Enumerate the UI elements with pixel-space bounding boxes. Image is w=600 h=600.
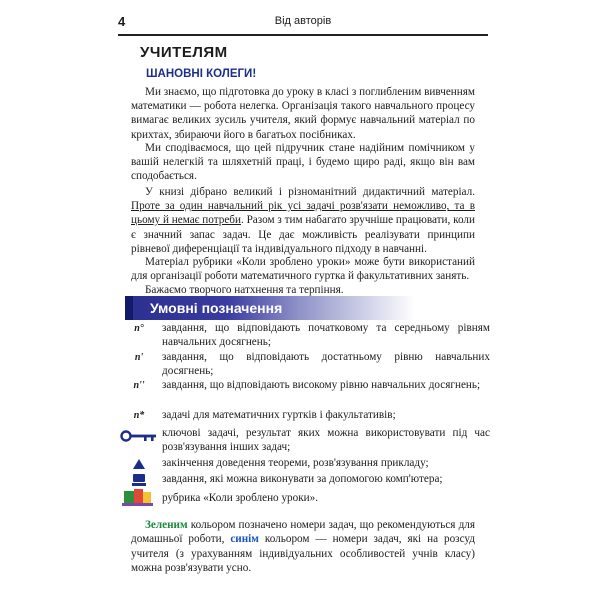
green-word: Зеленим: [145, 519, 188, 531]
note-part-1: кольором позначено номери задач, що рекомендуються для домашньої роботи,: [131, 519, 475, 546]
page-header: [118, 14, 488, 36]
paragraph-3-underlined: Проте за один навчальний рік усі задачі розв'язати неможливо, та в цьому й немає потреби: [131, 200, 475, 227]
note-part-2: кольором — номери задач, які на розсуд учителя (з урахуванням індивідуальних особливостей учнів класу) можна розв'язувати усно.: [131, 533, 475, 575]
legend-text: завдання, що відповідають високому рівню навчальних досягнень;: [162, 379, 481, 391]
paragraph-3: [131, 185, 475, 256]
legend-text: закінчення доведення теореми, розв'язування прикладу;: [162, 457, 429, 469]
paragraph-2: Ми сподіваємося, що цей підручник стане надійним помічником у вашій нелегкій та шляхетній праці, і будемо щиро раді, якщо він вам сподобається.: [131, 142, 475, 183]
computer-icon: [132, 474, 146, 486]
legend-text: задачі для математичних гуртків і факультативів;: [162, 409, 396, 421]
paragraph-3-end: . Разом з тим набагато зручніше працювати, коли є значний запас задач. Це дає можливість реалізувати принципи рівневої диференціації та індивідуального підходу в навчанні.: [131, 214, 475, 255]
legend-title: Умовні позначення: [150, 300, 283, 316]
blue-word: синім: [230, 533, 259, 546]
legend-text: завдання, які можна виконувати за допомогою комп'ютера;: [162, 473, 443, 485]
section-title: УЧИТЕЛЯМ: [140, 44, 228, 61]
banner-accent: [125, 296, 133, 320]
legend-text: рубрика «Коли зроблено уроки».: [162, 492, 319, 504]
legend-text: завдання, що відповідають початковому та середньому рівням навчальних досягнень;: [162, 322, 490, 348]
key-icon: [120, 430, 158, 442]
paragraph-3-start: У книзі дібрано великий і різноманітний дидактичний матеріал.: [145, 186, 475, 198]
page-number: 4: [118, 14, 126, 29]
olympiad-symbol: n*: [133, 410, 145, 421]
level-high-symbol: n'': [133, 380, 145, 391]
running-title: Від авторів: [274, 15, 332, 27]
legend-text: завдання, що відповідають достатньому рівню навчальних досягнень;: [162, 351, 490, 377]
books-icon: [122, 489, 154, 507]
paragraph-1: Ми знаємо, що підготовка до уроку в класі з поглибленим вивченням математики — робота нелегка. Організація такого навчального процесу вимагає великих зусиль учителя, який формує навчальний матеріал по крихтах, збираючи його в багатьох посібниках.: [131, 86, 475, 141]
level-sufficient-symbol: n': [134, 352, 144, 363]
greeting: ШАНОВНІ КОЛЕГИ!: [146, 68, 257, 80]
color-note: [131, 518, 475, 576]
paragraph-5: Бажаємо творчого натхнення та терпіння.: [145, 284, 344, 296]
level-basic-symbol: n°: [134, 323, 144, 334]
paragraph-4: Матеріал рубрики «Коли зроблено уроки» може бути використаний для організації роботи математичного гуртка й факультативних занять.: [131, 256, 475, 283]
legend-text: ключові задачі, результат яких можна використовувати під час розв'язування інших задач;: [162, 427, 490, 453]
triangle-icon: [133, 459, 145, 469]
